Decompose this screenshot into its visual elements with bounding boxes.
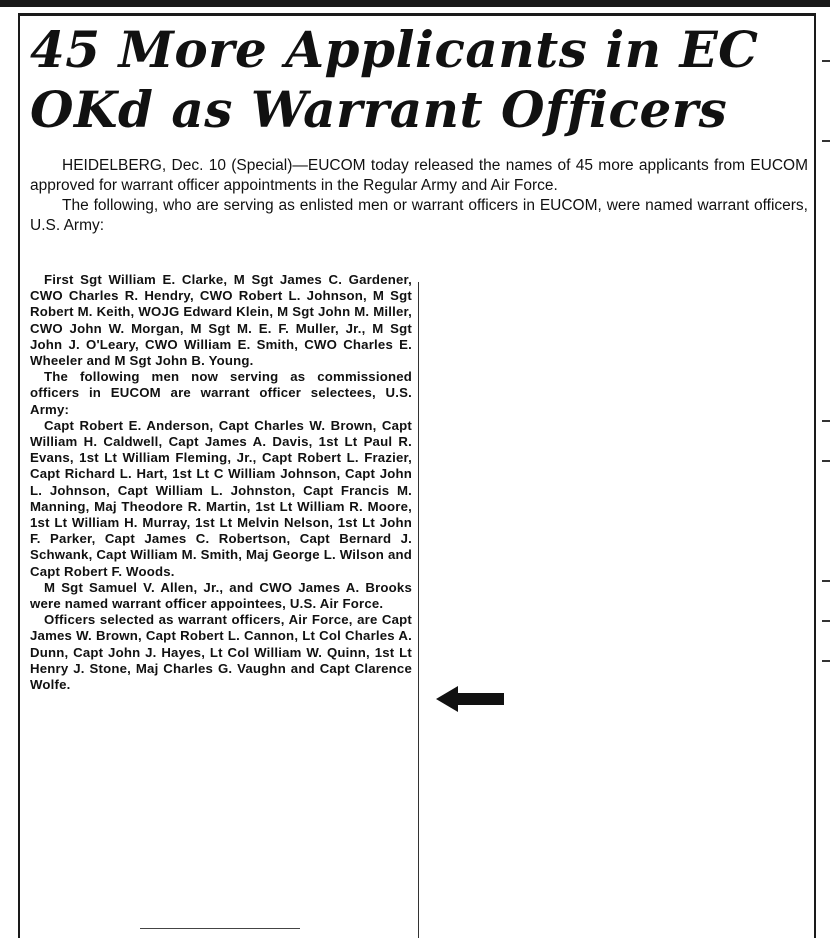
headline-line-1: 45 More Applicants in EC — [30, 20, 759, 79]
article-body-column — [30, 272, 412, 693]
article-top-rule — [18, 13, 816, 16]
adjacent-column-fragment — [820, 20, 830, 938]
army-enlisted-names: First Sgt William E. Clarke, M Sgt James C. Gardener, CWO Charles R. Hendry, CWO Robert L. Johnson, M Sgt Robert M. Keith, WOJG Edward Klein, M Sgt John M. Miller, CWO John W. Morgan, M Sgt M. E. F. Muller, Jr., M Sgt John J. O'Leary, CWO William E. Smith, CWO Charles E. Wheeler and M Sgt John B. Young. — [30, 272, 412, 369]
left-arrow-icon — [436, 685, 506, 713]
headline-line-2: OKd as Warrant Officers — [30, 80, 728, 139]
air-force-appointees: M Sgt Samuel V. Allen, Jr., and CWO James A. Brooks were named warrant officer appointees, U.S. Air Force. — [30, 579, 412, 612]
article-end-rule — [140, 928, 300, 929]
article-right-border — [814, 13, 816, 938]
article-left-border — [18, 13, 20, 938]
previous-article-strip — [0, 0, 830, 7]
dateline-paragraph: HEIDELBERG, Dec. 10 (Special)—EUCOM today released the names of 45 more applicants from EUCOM approved for warrant officer appointments in the Regular Army and Air Force. — [30, 157, 808, 194]
air-force-officers: Officers selected as warrant officers, Air Force, are Capt James W. Brown, Capt Robert L. Cannon, Lt Col Charles A. Dunn, Capt John J. Hayes, Lt Col William W. Quinn, 1st Lt Henry J. Stone, Maj Charles G. Vaughn and Capt Clarence Wolfe. — [30, 612, 412, 693]
article-lead — [30, 156, 808, 236]
army-selectee-names: Capt Robert E. Anderson, Capt Charles W. Brown, Capt William H. Caldwell, Capt James A. Davis, 1st Lt Paul R. Evans, 1st Lt William Fleming, Jr., Capt Robert L. Frazier, Capt Richard L. Hart, 1st Lt C William Johnson, Capt John L. Johnson, Capt William L. Johnston, Capt Francis M. Manning, Maj Theodore R. Martin, 1st Lt William R. Moore, 1st Lt William H. Murray, 1st Lt Melvin Nelson, 1st Lt John F. Parker, Capt James C. Robertson, Capt Bernard J. Schwank, Capt William M. Smith, Maj George L. Wilson and Capt Robert F. Woods. — [30, 417, 412, 579]
column-divider — [418, 282, 419, 938]
article-headline — [30, 20, 812, 140]
army-intro-paragraph: The following, who are serving as enlisted men or warrant officers in EUCOM, were named warrant officers, U.S. Army: — [30, 197, 808, 234]
army-selectee-intro: The following men now serving as commissioned officers in EUCOM are warrant officer selectees, U.S. Army: — [30, 369, 412, 417]
